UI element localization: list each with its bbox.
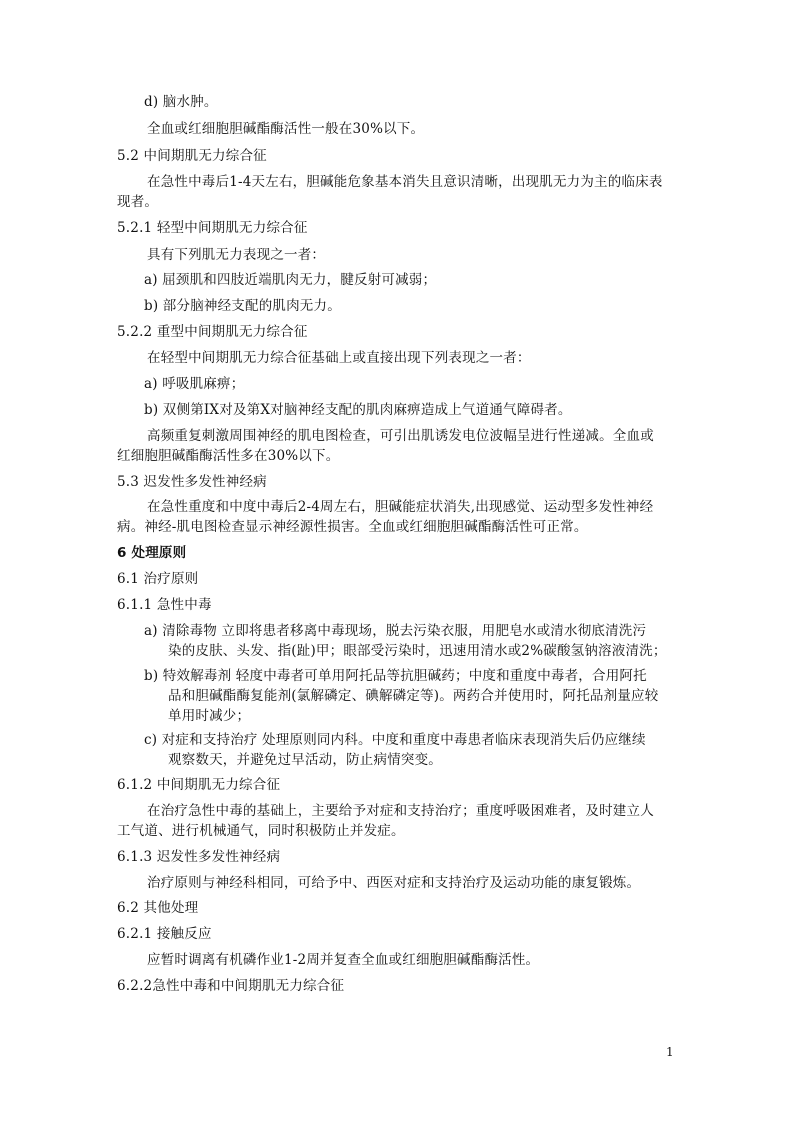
text-line: d) 脑水肿。 bbox=[144, 94, 218, 110]
text-line: 应暂时调离有机磷作业1-2周并复查全血或红细胞胆碱酯酶活性。 bbox=[147, 952, 540, 968]
text-line: 全血或红细胞胆碱酯酶活性一般在30%以下。 bbox=[147, 121, 425, 137]
list-item: a) 屈颈肌和四肢近端肌肉无力，腱反射可减弱； bbox=[144, 272, 437, 288]
list-item-continuation: 单用时减少； bbox=[168, 708, 251, 724]
section-heading: 5.3 迟发性多发性神经病 bbox=[117, 474, 267, 490]
text-line: 高频重复刺激周围神经的肌电图检查，可引出肌诱发电位波幅呈进行性递减。全血或 bbox=[147, 428, 654, 444]
text-line: 病。神经-肌电图检查显示神经源性损害。全血或红细胞胆碱酯酶活性可正常。 bbox=[117, 519, 588, 535]
text-line: 具有下列肌无力表现之一者： bbox=[147, 247, 326, 263]
text-line: 红细胞胆碱酯酶活性多在30%以下。 bbox=[117, 448, 340, 464]
list-item: a) 呼吸肌麻痹； bbox=[144, 376, 245, 392]
page-number: 1 bbox=[666, 1045, 674, 1059]
chapter-heading: 6 处理原则 bbox=[117, 545, 187, 561]
section-heading: 5.2.1 轻型中间期肌无力综合征 bbox=[117, 220, 308, 236]
text-line: 在治疗急性中毒的基础上，主要给予对症和支持治疗；重度呼吸困难者，及时建立人 bbox=[147, 803, 654, 819]
list-item-continuation: 染的皮肤、头发、指(趾)甲；眼部受污染时，迅速用清水或2%碳酸氢钠溶液清洗； bbox=[168, 643, 667, 659]
text-line: 现者。 bbox=[117, 194, 159, 210]
section-heading: 6.1.1 急性中毒 bbox=[117, 597, 212, 613]
list-item-continuation: 观察数天，并避免过早活动，防止病情突变。 bbox=[168, 752, 442, 768]
list-item: a) 清除毒物 立即将患者移离中毒现场，脱去污染衣服，用肥皂水或清水彻底清洗污 bbox=[144, 623, 647, 639]
section-heading: 6.2.1 接触反应 bbox=[117, 926, 212, 942]
section-heading: 5.2 中间期肌无力综合征 bbox=[117, 148, 267, 164]
list-item: b) 双侧第IX对及第X对脑神经支配的肌肉麻痹造成上气道通气障碍者。 bbox=[144, 402, 572, 418]
section-heading: 6.1.2 中间期肌无力综合征 bbox=[117, 777, 281, 793]
section-heading: 6.1.3 迟发性多发性神经病 bbox=[117, 849, 281, 865]
list-item: b) 部分脑神经支配的肌肉无力。 bbox=[144, 298, 341, 314]
text-line: 在轻型中间期肌无力综合征基础上或直接出现下列表现之一者： bbox=[147, 350, 531, 366]
section-heading: 5.2.2 重型中间期肌无力综合征 bbox=[117, 324, 308, 340]
text-line: 在急性中毒后1-4天左右，胆碱能危象基本消失且意识清晰，出现肌无力为主的临床表 bbox=[147, 174, 663, 190]
section-heading: 6.1 治疗原则 bbox=[117, 571, 199, 587]
text-line: 治疗原则与神经科相同，可给予中、西医对症和支持治疗及运动功能的康复锻炼。 bbox=[147, 875, 641, 891]
text-line: 在急性重度和中度中毒后2-4周左右，胆碱能症状消失,出现感觉、运动型多发性神经 bbox=[147, 499, 654, 515]
list-item: c) 对症和支持治疗 处理原则同内科。中度和重度中毒患者临床表现消失后仍应继续 bbox=[144, 732, 646, 748]
section-heading: 6.2.2急性中毒和中间期肌无力综合征 bbox=[117, 978, 345, 994]
section-heading: 6.2 其他处理 bbox=[117, 900, 199, 916]
list-item-continuation: 品和胆碱酯酶复能剂(氯解磷定、碘解磷定等)。两药合并使用时，阿托品剂量应较 bbox=[168, 688, 659, 704]
list-item: b) 特效解毒剂 轻度中毒者可单用阿托品等抗胆碱药；中度和重度中毒者，合用阿托 bbox=[144, 668, 647, 684]
text-line: 工气道、进行机械通气，同时积极防止并发症。 bbox=[117, 823, 405, 839]
